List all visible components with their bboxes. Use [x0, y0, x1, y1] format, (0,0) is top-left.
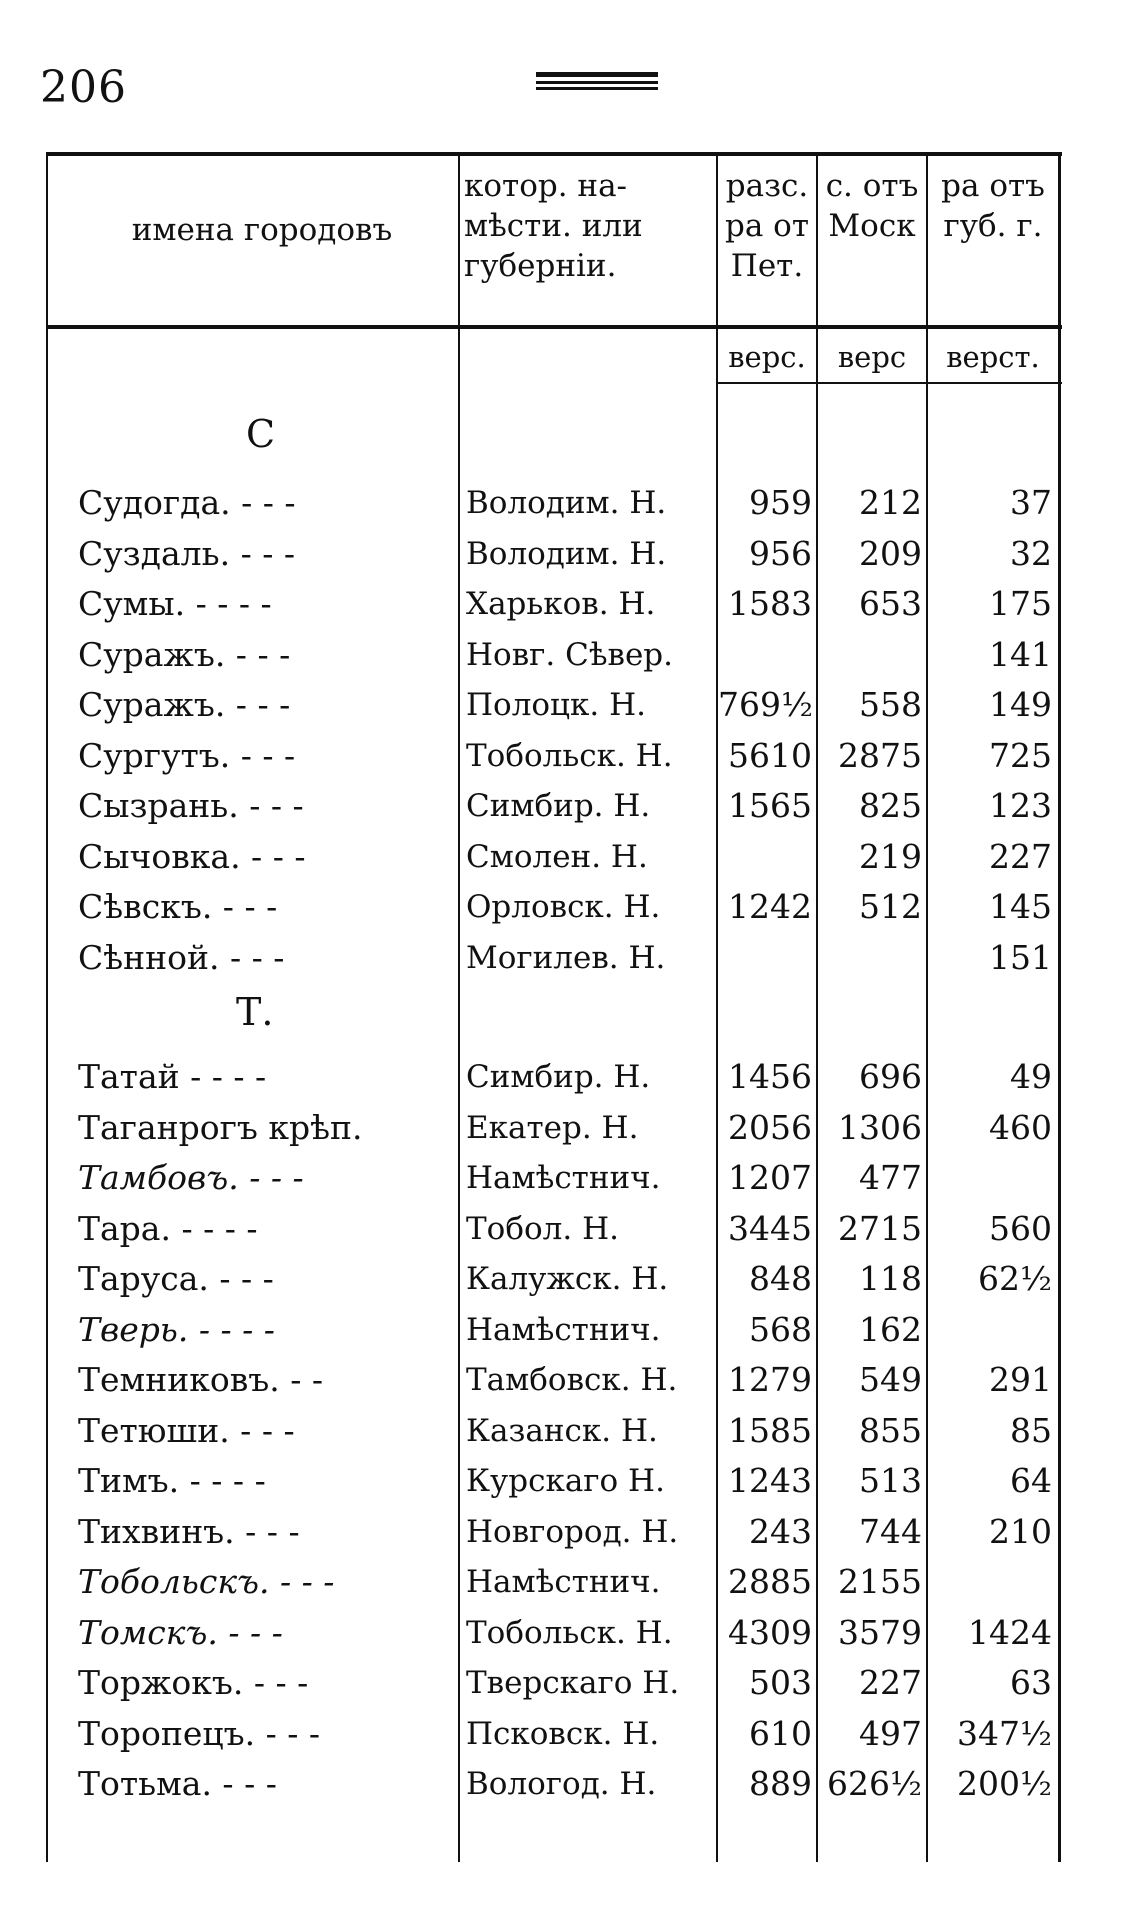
distance-gub-town: 123	[989, 786, 1052, 825]
city-name: Судогда. - - -	[78, 483, 296, 522]
distance-moscow: 2715	[838, 1209, 922, 1248]
header-city-names: имена городовъ	[131, 212, 393, 248]
distance-moscow: 2875	[838, 736, 922, 775]
city-name: Тихвинъ. - - -	[78, 1512, 300, 1551]
distance-gub-town: 85	[1010, 1411, 1052, 1450]
distance-gub-town: 37	[1010, 483, 1052, 522]
distance-moscow: 219	[859, 837, 922, 876]
city-name: Татай - - - -	[78, 1057, 267, 1096]
governorate: Симбир. Н.	[466, 1059, 651, 1095]
table-row	[46, 781, 1062, 831]
distance-gub-town: 347½	[957, 1714, 1052, 1753]
distance-petersburg: 2885	[728, 1562, 812, 1601]
city-name: Тобольскъ. - - -	[78, 1562, 335, 1601]
distance-moscow: 513	[859, 1461, 922, 1500]
distance-petersburg: 956	[749, 534, 812, 573]
distance-gub-town: 63	[1010, 1663, 1052, 1702]
distance-petersburg: 3445	[728, 1209, 812, 1248]
governorate: Намѣстнич.	[466, 1312, 661, 1348]
distance-gub-town: 725	[989, 736, 1052, 775]
rule-units	[716, 382, 1062, 384]
table-row	[46, 1103, 1062, 1153]
city-name: Сычовка. - - -	[78, 837, 306, 876]
city-name: Темниковъ. - -	[78, 1360, 324, 1399]
section-letter: Т.	[236, 990, 274, 1034]
distance-petersburg: 568	[749, 1310, 812, 1349]
city-name: Сѣнной. - - -	[78, 938, 285, 977]
governorate: Володим. Н.	[466, 536, 667, 572]
governorate: Володим. Н.	[466, 485, 667, 521]
distance-moscow: 626½	[827, 1764, 922, 1803]
distance-petersburg: 4309	[728, 1613, 812, 1652]
city-name: Тотьма. - - -	[78, 1764, 277, 1803]
table-row	[46, 529, 1062, 579]
governorate: Курскаго Н.	[466, 1463, 665, 1499]
governorate: Тобол. Н.	[466, 1211, 619, 1247]
table-row	[46, 1608, 1062, 1658]
distance-petersburg: 2056	[728, 1108, 812, 1147]
table-row	[46, 1709, 1062, 1759]
distance-petersburg: 1243	[728, 1461, 812, 1500]
distance-petersburg: 1242	[728, 887, 812, 926]
city-name: Торопецъ. - - -	[78, 1714, 321, 1753]
distance-gub-town: 1424	[968, 1613, 1052, 1652]
distance-moscow: 2155	[838, 1562, 922, 1601]
governorate: Полоцк. Н.	[466, 687, 646, 723]
distance-petersburg: 5610	[728, 736, 812, 775]
governorate: Намѣстнич.	[466, 1160, 661, 1196]
distance-moscow: 227	[859, 1663, 922, 1702]
governorate: Псковск. Н.	[466, 1716, 660, 1752]
governorate: Казанск. Н.	[466, 1413, 658, 1449]
governorate: Могилев. Н.	[466, 940, 666, 976]
table-row	[46, 630, 1062, 680]
header-governorate: котор. на- мѣсти. или губерніи.	[464, 168, 643, 284]
distance-gub-town: 560	[989, 1209, 1052, 1248]
city-name: Тверь. - - - -	[78, 1310, 275, 1349]
unit-m: верс	[837, 340, 907, 374]
distance-moscow: 497	[859, 1714, 922, 1753]
table-row	[46, 1456, 1062, 1506]
distance-gub-town: 141	[989, 635, 1052, 674]
city-name: Сумы. - - - -	[78, 584, 272, 623]
city-name: Сызрань. - - -	[78, 786, 304, 825]
distance-gub-town: 460	[989, 1108, 1052, 1147]
table-row	[46, 1153, 1062, 1203]
distance-moscow: 212	[859, 483, 922, 522]
distance-gub-town: 227	[989, 837, 1052, 876]
table-row	[46, 1507, 1062, 1557]
table-row	[46, 1355, 1062, 1405]
city-name: Таруса. - - -	[78, 1259, 274, 1298]
distance-petersburg: 848	[749, 1259, 812, 1298]
governorate: Тамбовск. Н.	[466, 1362, 678, 1398]
governorate: Тверскаго Н.	[466, 1665, 680, 1701]
governorate: Новгород. Н.	[466, 1514, 679, 1550]
header-from-gub: ра отъ губ. г.	[941, 168, 1045, 244]
distance-moscow: 162	[859, 1310, 922, 1349]
distance-moscow: 744	[859, 1512, 922, 1551]
governorate: Новг. Сѣвер.	[466, 637, 674, 673]
unit-p: верс.	[728, 340, 806, 374]
distance-moscow: 549	[859, 1360, 922, 1399]
city-name: Сѣвскъ. - - -	[78, 887, 278, 926]
distance-petersburg: 243	[749, 1512, 812, 1551]
section-letter: С	[246, 412, 276, 456]
distance-moscow: 855	[859, 1411, 922, 1450]
distance-petersburg: 1207	[728, 1158, 812, 1197]
distance-petersburg: 1565	[728, 786, 812, 825]
governorate: Смолен. Н.	[466, 839, 648, 875]
distance-moscow: 653	[859, 584, 922, 623]
distance-petersburg: 1456	[728, 1057, 812, 1096]
city-name: Тимъ. - - - -	[78, 1461, 266, 1500]
distance-gub-town: 151	[989, 938, 1052, 977]
governorate: Тобольск. Н.	[466, 1615, 673, 1651]
table-row	[46, 1406, 1062, 1456]
table-row	[46, 478, 1062, 528]
table-row	[46, 1557, 1062, 1607]
distance-petersburg: 503	[749, 1663, 812, 1702]
table-row	[46, 731, 1062, 781]
city-name: Сургутъ. - - -	[78, 736, 296, 775]
distance-gub-town: 175	[989, 584, 1052, 623]
distance-petersburg: 610	[749, 1714, 812, 1753]
city-name: Суражъ. - - -	[78, 635, 291, 674]
table-row	[46, 1052, 1062, 1102]
governorate: Харьков. Н.	[466, 586, 656, 622]
rule-header-bottom	[46, 325, 1062, 329]
city-name: Тара. - - - -	[78, 1209, 258, 1248]
table-row	[46, 1759, 1062, 1809]
distance-petersburg: 1279	[728, 1360, 812, 1399]
city-name: Суздаль. - - -	[78, 534, 295, 573]
header-ornament	[536, 72, 658, 90]
table-row	[46, 832, 1062, 882]
city-name: Тетюши. - - -	[78, 1411, 295, 1450]
city-name: Суражъ. - - -	[78, 685, 291, 724]
distance-gub-town: 291	[989, 1360, 1052, 1399]
distance-petersburg: 1583	[728, 584, 812, 623]
distance-gub-town: 64	[1010, 1461, 1052, 1500]
distance-moscow: 696	[859, 1057, 922, 1096]
page-number: 206	[40, 62, 127, 113]
distance-moscow: 3579	[838, 1613, 922, 1652]
distance-gub-town: 149	[989, 685, 1052, 724]
governorate: Намѣстнич.	[466, 1564, 661, 1600]
distance-petersburg: 959	[749, 483, 812, 522]
governorate: Симбир. Н.	[466, 788, 651, 824]
distance-moscow: 477	[859, 1158, 922, 1197]
governorate: Тобольск. Н.	[466, 738, 673, 774]
governorate: Екатер. Н.	[466, 1110, 639, 1146]
unit-g: верст.	[946, 340, 1040, 374]
distance-moscow: 512	[859, 887, 922, 926]
distance-petersburg: 889	[749, 1764, 812, 1803]
governorate: Калужск. Н.	[466, 1261, 669, 1297]
distance-moscow: 825	[859, 786, 922, 825]
rule-top	[46, 152, 1062, 156]
distance-moscow: 118	[859, 1259, 922, 1298]
header-from-moscow: с. отъ Моск	[825, 168, 919, 244]
city-name: Торжокъ. - - -	[78, 1663, 309, 1702]
governorate: Вологод. Н.	[466, 1766, 657, 1802]
table-row	[46, 1658, 1062, 1708]
distance-moscow: 1306	[838, 1108, 922, 1147]
city-name: Таганрогъ крѣп.	[78, 1108, 363, 1147]
distance-petersburg: 1585	[728, 1411, 812, 1450]
distance-moscow: 209	[859, 534, 922, 573]
distance-gub-town: 32	[1010, 534, 1052, 573]
city-name: Томскъ. - - -	[78, 1613, 283, 1652]
table-row	[46, 1254, 1062, 1304]
distance-moscow: 558	[859, 685, 922, 724]
distance-gub-town: 49	[1010, 1057, 1052, 1096]
city-name: Тамбовъ. - - -	[78, 1158, 304, 1197]
distance-gub-town: 210	[989, 1512, 1052, 1551]
governorate: Орловск. Н.	[466, 889, 661, 925]
distance-gub-town: 145	[989, 887, 1052, 926]
table-row	[46, 1305, 1062, 1355]
table-row	[46, 1204, 1062, 1254]
distance-gub-town: 200½	[957, 1764, 1052, 1803]
distance-gub-town: 62½	[978, 1259, 1052, 1298]
table-row	[46, 680, 1062, 730]
table-row	[46, 882, 1062, 932]
table-row	[46, 933, 1062, 983]
header-from-petersburg: разс. ра от Пет.	[725, 168, 809, 284]
table-row	[46, 579, 1062, 629]
distance-petersburg: 769½	[718, 685, 813, 724]
